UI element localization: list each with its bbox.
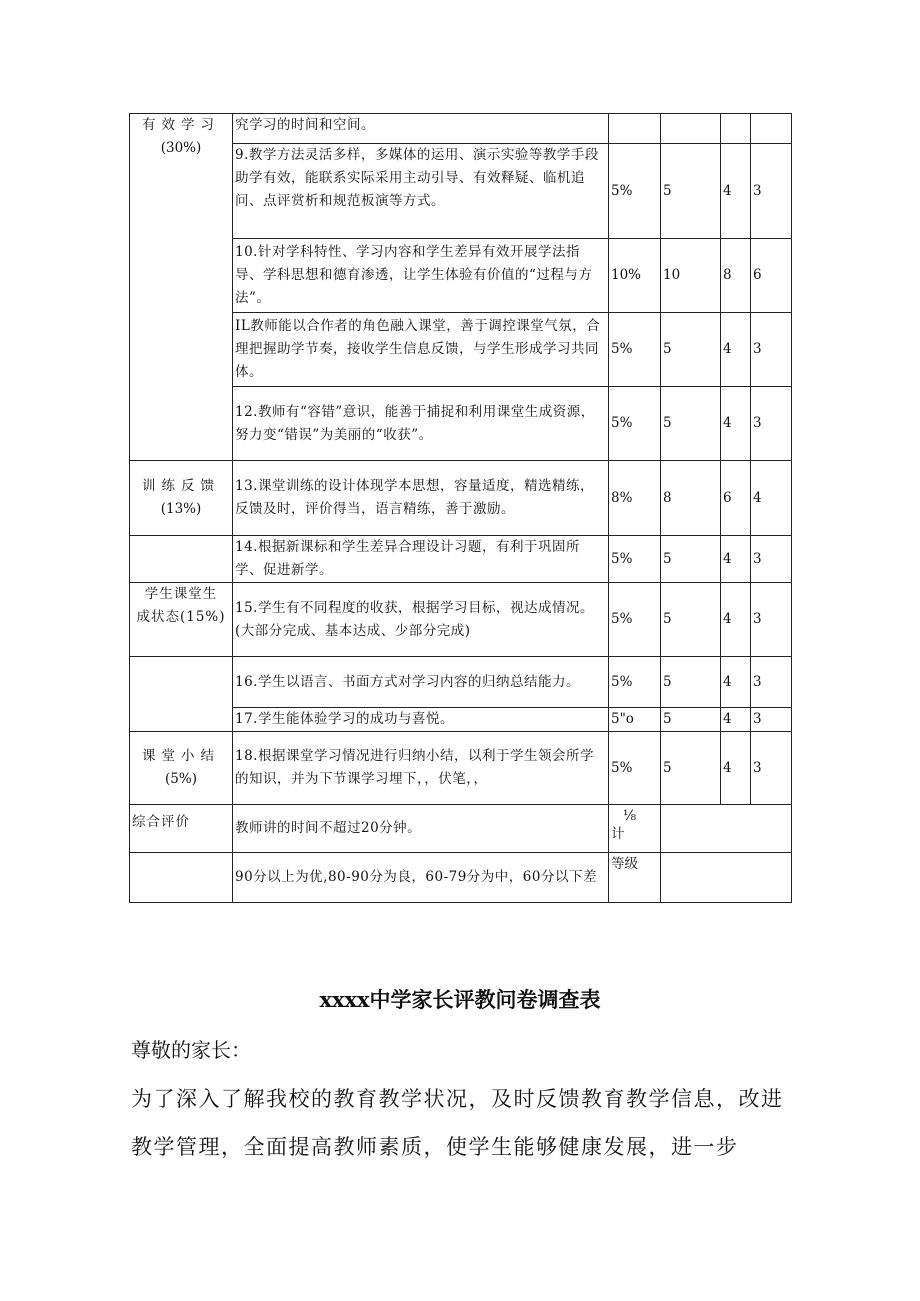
category-cell <box>130 732 233 805</box>
category-weight: (13%) <box>160 501 202 517</box>
empty-category-cell <box>130 853 233 903</box>
weight-cell: 5% <box>609 657 661 708</box>
weight-cell: 5% <box>609 536 661 583</box>
weight-cell: 5% <box>609 732 661 805</box>
category-label: 训练反馈 <box>142 478 220 494</box>
score-b-cell <box>721 114 751 144</box>
category-cell <box>130 114 233 461</box>
criterion-text: 18.根据课堂学习情况进行归纳小结，以利于学生领会所学的知识，并为下节课学习埋下，，伏笔，， <box>233 732 609 805</box>
criterion-text: 10.针对学科特性、学习内容和学生差异有效开展学法指导、学科思想和德育渗透，让学生体验有价值的“过程与方法”。 <box>233 239 609 313</box>
criterion-text: 15.学生有不同程度的收获，根据学习目标，视达成情况。(大部分完成、基本达成、少部分完成) <box>233 583 609 657</box>
criterion-text: 究学习的时间和空间。 <box>233 114 609 144</box>
weight-cell: 8% <box>609 461 661 536</box>
grade-value-cell <box>661 853 792 903</box>
empty-category-cell <box>130 536 233 583</box>
score-c-cell: 3 <box>751 732 792 805</box>
summary-row <box>130 853 792 903</box>
summary-weight-cell <box>609 805 661 853</box>
table-row <box>130 536 792 583</box>
criterion-text: 9.教学方法灵活多样，多媒体的运用、演示实验等教学手段助学有效，能联系实际采用主动引导、有效释疑、临机追问、点评赏析和规范板演等方式。 <box>233 144 609 239</box>
score-c-cell: 3 <box>751 657 792 708</box>
weight-cell: 5% <box>609 313 661 387</box>
table-row <box>130 461 792 536</box>
summary-text: 教师讲的时间不超过20分钟。 <box>233 805 609 853</box>
score-c-cell: 3 <box>751 144 792 239</box>
score-a-cell: 5 <box>661 144 721 239</box>
score-b-cell: 8 <box>721 239 751 313</box>
empty-category-cell <box>130 657 233 732</box>
score-a-cell: 5 <box>661 536 721 583</box>
grade-label: 等级 <box>609 853 661 903</box>
criterion-text: IL教师能以合作者的角色融入课堂，善于调控课堂气氛，合理把握助学节奏，接收学生信息反馈，与学生形成学习共同体。 <box>233 313 609 387</box>
category-weight: 成状态(15%) <box>136 609 226 625</box>
weight-cell: 10% <box>609 239 661 313</box>
score-a-cell: 8 <box>661 461 721 536</box>
intro-paragraph: 为了深入了解我校的教育教学状况，及时反馈教育教学信息，改进教学管理，全面提高教师素质，使学生能够健康发展，进一步 <box>131 1087 784 1159</box>
score-b-cell: 4 <box>721 583 751 657</box>
category-label: 课堂小结 <box>142 748 220 764</box>
criterion-text: 13.课堂训练的设计体现学本思想，容量适度，精选精练，反馈及时，评价得当，语言精练，善于激励。 <box>233 461 609 536</box>
weight-cell: 5"o <box>609 708 661 732</box>
score-b-cell: 4 <box>721 536 751 583</box>
score-a-cell: 5 <box>661 313 721 387</box>
evaluation-table <box>129 113 792 903</box>
score-c-cell: 4 <box>751 461 792 536</box>
summary-label: 综合评价 <box>130 805 233 853</box>
weight-cell: 5% <box>609 583 661 657</box>
summary-score-cell <box>661 805 792 853</box>
score-c-cell: 6 <box>751 239 792 313</box>
score-c-cell: 3 <box>751 583 792 657</box>
grading-scale-text: 90分以上为优,80-90分为良，60-79分为中，60分以下差 <box>233 853 609 903</box>
salutation: 尊敬的家长： <box>131 1038 251 1062</box>
category-label: 学生课堂生 <box>144 586 218 602</box>
summary-weight-bottom: 计 <box>611 826 625 842</box>
score-b-cell: 4 <box>721 732 751 805</box>
score-a-cell: 5 <box>661 583 721 657</box>
summary-row <box>130 805 792 853</box>
weight-cell: 5% <box>609 144 661 239</box>
score-a-cell: 5 <box>661 732 721 805</box>
score-b-cell: 4 <box>721 657 751 708</box>
score-c-cell <box>751 114 792 144</box>
score-b-cell: 6 <box>721 461 751 536</box>
criterion-text: 16.学生以语言、书面方式对学习内容的归纳总结能力。 <box>233 657 609 708</box>
weight-cell: 5% <box>609 387 661 461</box>
category-weight: (30%) <box>160 140 202 156</box>
score-b-cell: 4 <box>721 708 751 732</box>
score-c-cell: 3 <box>751 536 792 583</box>
category-cell <box>130 583 233 657</box>
category-label: 有效学习 <box>142 117 220 133</box>
table-row <box>130 114 792 144</box>
score-a-cell: 5 <box>661 387 721 461</box>
category-weight: (5%) <box>165 771 197 787</box>
table-row <box>130 583 792 657</box>
criterion-text: 17.学生能体验学习的成功与喜悦。 <box>233 708 609 732</box>
score-b-cell: 4 <box>721 387 751 461</box>
summary-weight-top: ⅛ <box>623 808 637 824</box>
score-b-cell: 4 <box>721 313 751 387</box>
score-a-cell: 5 <box>661 657 721 708</box>
criterion-text: 12.教师有“容错”意识，能善于捕捉和利用课堂生成资源，努力变“错误”为美丽的“收获”。 <box>233 387 609 461</box>
score-c-cell: 3 <box>751 708 792 732</box>
criterion-text: 14.根据新课标和学生差异合理设计习题，有利于巩固所学、促进新学。 <box>233 536 609 583</box>
score-a-cell: 10 <box>661 239 721 313</box>
page-title: xxxx中学家长评教问卷调查表 <box>319 987 601 1012</box>
score-c-cell: 3 <box>751 313 792 387</box>
score-c-cell: 3 <box>751 387 792 461</box>
score-a-cell: 5 <box>661 708 721 732</box>
category-cell <box>130 461 233 536</box>
weight-cell <box>609 114 661 144</box>
score-a-cell <box>661 114 721 144</box>
score-b-cell: 4 <box>721 144 751 239</box>
table-row <box>130 657 792 708</box>
table-row <box>130 732 792 805</box>
